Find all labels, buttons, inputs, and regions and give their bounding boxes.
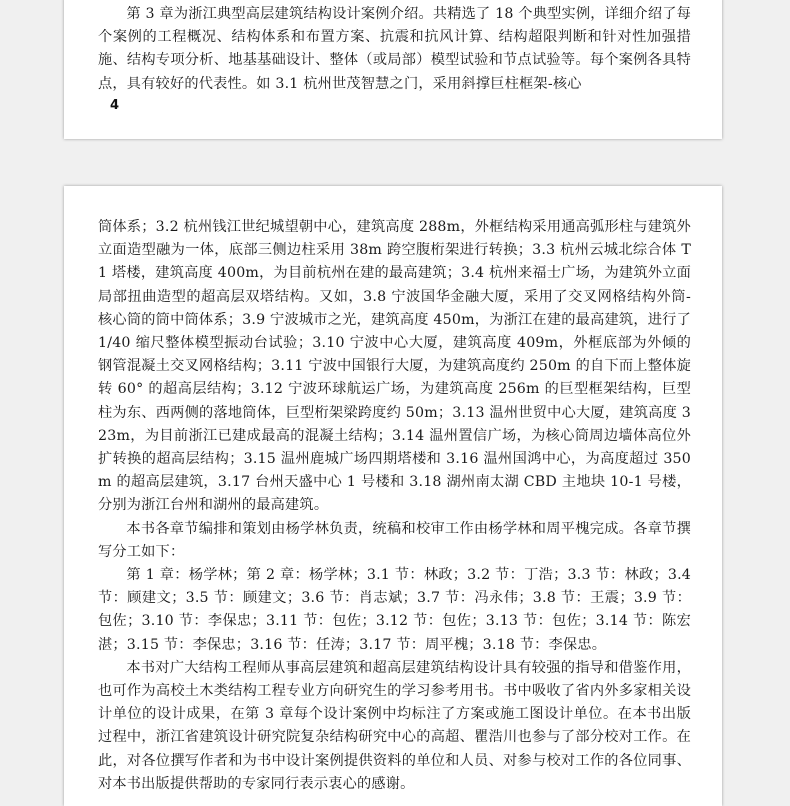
paragraph-acknowledgements: 本书对广大结构工程师从事高层建筑和超高层建筑结构设计具有较强的指导和借鉴作用，也可作为高校土木类结构工程专业方向研究生的学习参考用书。书中吸收了省内外多家相关设计单位的设计成果，在第 3 章每个设计案例中均标注了方案或施工图设计单位。在本书出版过程中，浙江省建筑设计研究院复杂结构研究中心的高超、瞿浩川也参与了部分校对工作。在此，对各位撰写作者和为书中设计案例提供资料的单位和人员、对参与校对工作的各位同事、对本书出版提供帮助的专家同行表示衷心的感谢。 bbox=[98, 659, 691, 792]
previous-page bbox=[64, 0, 722, 139]
page-number: 4 bbox=[110, 98, 120, 113]
page-text-block bbox=[98, 3, 691, 96]
current-page bbox=[64, 186, 722, 806]
paragraph-case-list-continued: 筒体系；3.2 杭州钱江世纪城望朝中心，建筑高度 288m，外框结构采用通高弧形柱与建筑外立面造型融为一体，底部三侧边柱采用 38m 跨空腹桁架进行转换；3.3 杭州云城北综合体 T1 塔楼，建筑高度 400m，为目前杭州在建的最高建筑；3.4 杭州来福士广场，为建筑外立面局部扭曲造型的超高层双塔结构。又如，3.8 宁波国华金融大厦，采用了交叉网格结构外筒-核心筒的筒中筒体系；3.9 宁波城市之光，建筑高度 450m，为浙江在建的最高建筑，进行了 1/40 缩尺整体模型振动台试验；3.10 宁波中心大厦，建筑高度 409m，外框底部为外倾的钢管混凝土交叉网格结构；3.11 宁波中国银行大厦，为建筑高度约 250m 的自下而上整体旋转 60° 的超高层结构；3.12 宁波环球航运广场，为建筑高度 256m 的巨型框架结构，巨型柱为东、西两侧的落地筒体，巨型桁架梁跨度约 50m；3.13 温州世贸中心大厦，建筑高度 323m，为目前浙江已建成最高的混凝土结构；3.14 温州置信广场，为核心筒周边墙体高位外扩转换的超高层结构；3.15 温州鹿城广场四期塔楼和 3.16 温州国鸿中心，为高度超过 350m 的超高层建筑，3.17 台州天盛中心 1 号楼和 3.18 湖州南太湖 CBD 主地块 10-1 号楼，分别为浙江台州和湖州的最高建筑。 bbox=[98, 219, 691, 514]
paragraph-author-assignments: 第 1 章：杨学林；第 2 章：杨学林；3.1 节：林政；3.2 节：丁浩；3.3 节：林政；3.4 节：顾建文；3.5 节：顾建文；3.6 节：肖志斌；3.7 节：冯永伟；3.8 节：王震；3.9 节：包佐；3.10 节：李保忠；3.11 节：包佐；3.12 节：包佐；3.13 节：包佐；3.14 节：陈宏湛；3.15 节：李保忠；3.16 节：任涛；3.17 节：周平槐；3.18 节：李保忠。 bbox=[98, 567, 691, 653]
page-text-block bbox=[98, 216, 691, 796]
paragraph-chapter3-intro: 第 3 章为浙江典型高层建筑结构设计案例介绍。共精选了 18 个典型实例，详细介绍了每个案例的工程概况、结构体系和布置方案、抗震和抗风计算、结构超限判断和针对性加强措施、结构专项分析、地基基础设计、整体（或局部）模型试验和节点试验等。每个案例各具特点，具有较好的代表性。如 3.1 杭州世茂智慧之门，采用斜撑巨柱框架-核心 bbox=[98, 6, 691, 92]
paragraph-editing-responsibility: 本书各章节编排和策划由杨学林负责，统稿和校审工作由杨学林和周平槐完成。各章节撰写分工如下： bbox=[98, 520, 691, 560]
